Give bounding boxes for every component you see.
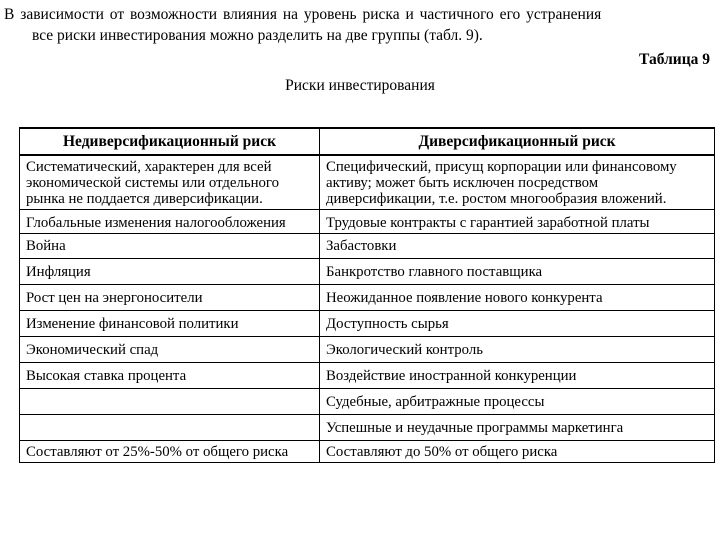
table-cell: Изменение финансовой политики xyxy=(20,311,320,337)
table-cell: Судебные, арбитражные процессы xyxy=(320,389,715,415)
table-row xyxy=(20,155,715,210)
table-cell: Составляют от 25%-50% от общего риска xyxy=(20,441,320,463)
table-cell: Глобальные изменения налогообложения xyxy=(20,210,320,234)
table-cell: Воздействие иностранной конкуренции xyxy=(320,363,715,389)
table-cell-empty xyxy=(20,415,320,441)
table-cell: Инфляция xyxy=(20,259,320,285)
table-cell: Трудовые контракты с гарантией заработной платы xyxy=(320,210,715,234)
header-nondiversifiable: Недиверсификационный риск xyxy=(20,128,320,155)
table-cell: Систематический, характерен для всей экономической системы или отдельного рынка не поддается диверсификации. xyxy=(20,155,320,210)
table-caption: Риски инвестирования xyxy=(285,77,435,94)
table-row xyxy=(20,259,715,285)
table-cell: Забастовки xyxy=(320,234,715,259)
table-cell: Рост цен на энергоносители xyxy=(20,285,320,311)
table-cell: Составляют до 50% от общего риска xyxy=(320,441,715,463)
table-cell: Экологический контроль xyxy=(320,337,715,363)
table-cell: Специфический, присущ корпорации или финансовому активу; может быть исключен посредством диверсификации, т.е. ростом многообразия вложений. xyxy=(320,155,715,210)
table-cell-empty xyxy=(20,389,320,415)
table-header-row xyxy=(20,128,715,155)
risk-table xyxy=(19,127,715,463)
table-row xyxy=(20,441,715,463)
header-diversifiable: Диверсификационный риск xyxy=(320,128,715,155)
table-row xyxy=(20,311,715,337)
table-row xyxy=(20,234,715,259)
table-cell: Высокая ставка процента xyxy=(20,363,320,389)
table-row xyxy=(20,363,715,389)
table-cell: Доступность сырья xyxy=(320,311,715,337)
table-row xyxy=(20,210,715,234)
intro-line-2: все риски инвестирования можно разделить на две группы (табл. 9). xyxy=(32,27,483,44)
intro-paragraph xyxy=(4,4,716,46)
table-cell: Банкротство главного поставщика xyxy=(320,259,715,285)
table-cell: Экономический спад xyxy=(20,337,320,363)
table-row xyxy=(20,389,715,415)
table-cell: Война xyxy=(20,234,320,259)
table-row xyxy=(20,415,715,441)
table-number: Таблица 9 xyxy=(639,51,710,68)
table-cell: Успешные и неудачные программы маркетинга xyxy=(320,415,715,441)
intro-line-1: В зависимости от возможности влияния на уровень риска и частичного его устранения xyxy=(4,6,602,23)
table-row xyxy=(20,285,715,311)
table-row xyxy=(20,337,715,363)
table-cell: Неожиданное появление нового конкурента xyxy=(320,285,715,311)
